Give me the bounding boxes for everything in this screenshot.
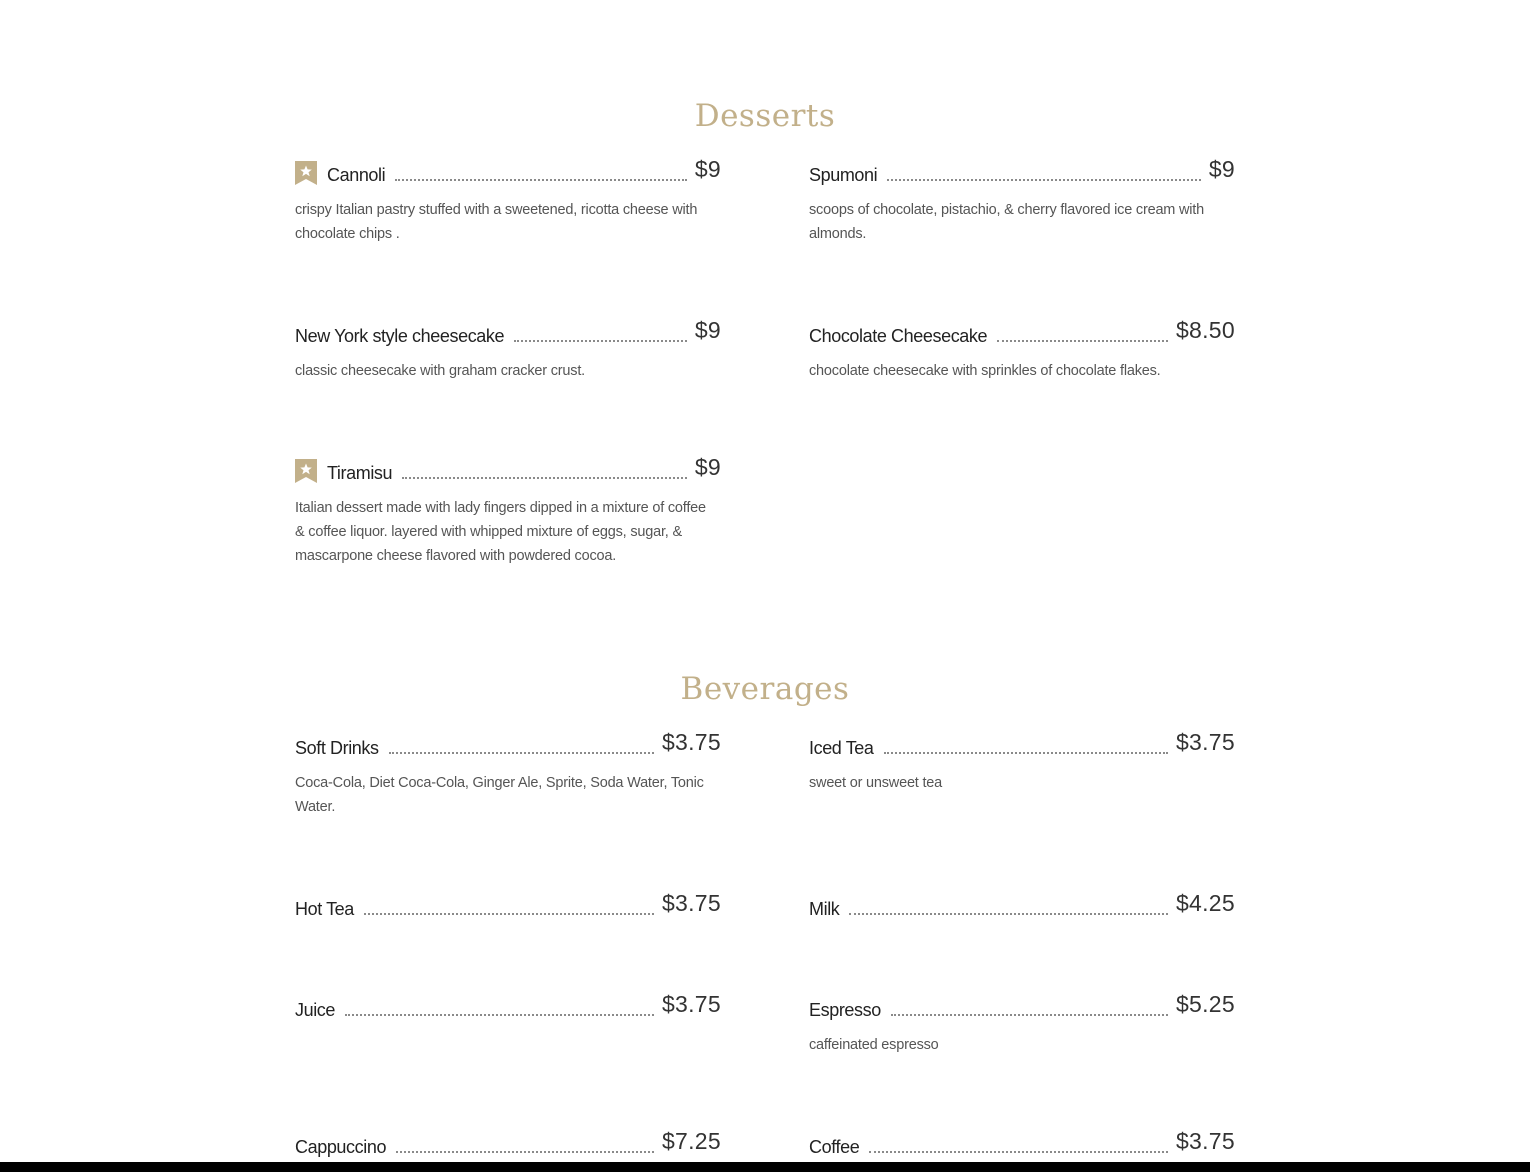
item-description: classic cheesecake with graham cracker crust. [295, 363, 585, 379]
item-price: $9 [694, 454, 721, 480]
beverages-title: Beverages [680, 671, 850, 707]
menu-item-new-york-cheesecake [295, 315, 721, 383]
item-name: New York style cheesecake [295, 326, 505, 346]
item-name: Chocolate Cheesecake [809, 326, 988, 346]
item-price: $3.75 [661, 729, 721, 755]
item-name: Hot Tea [295, 899, 354, 919]
dot-leader [884, 751, 1168, 754]
item-price: $3.75 [1175, 1128, 1235, 1154]
menu-item-cappuccino [295, 1126, 721, 1158]
item-name: Soft Drinks [295, 738, 379, 758]
item-description: chocolate cheesecake with sprinkles of chocolate flakes. [809, 363, 1161, 379]
dot-leader [395, 178, 687, 181]
item-description: caffeinated espresso [809, 1037, 939, 1053]
dot-leader [997, 339, 1168, 342]
item-price: $3.75 [661, 890, 721, 916]
item-name: Coffee [809, 1137, 860, 1157]
dot-leader [402, 476, 687, 479]
item-header [295, 154, 721, 186]
dot-leader [849, 912, 1168, 915]
item-price: $3.75 [1175, 729, 1235, 755]
desserts-title: Desserts [694, 98, 836, 134]
item-description: sweet or unsweet tea [809, 775, 943, 791]
item-name: Milk [809, 899, 840, 919]
dot-leader [345, 1013, 654, 1016]
dot-leader [887, 178, 1201, 181]
item-price: $5.25 [1175, 991, 1235, 1017]
item-name: Iced Tea [809, 738, 874, 758]
item-header [295, 888, 721, 920]
item-header [295, 1126, 721, 1158]
item-description: crispy Italian pastry stuffed with a sweetened, ricotta cheese with chocolate chips . [295, 202, 698, 242]
dot-leader [891, 1013, 1168, 1016]
menu-item-soft-drinks [295, 727, 721, 819]
dot-leader [364, 912, 654, 915]
menu-item-spumoni [809, 154, 1235, 246]
item-price: $8.50 [1175, 317, 1235, 343]
item-price: $3.75 [661, 991, 721, 1017]
item-header [809, 154, 1235, 186]
item-name: Juice [295, 1000, 336, 1020]
item-header [295, 989, 721, 1021]
item-header [809, 989, 1235, 1021]
item-header [295, 315, 721, 347]
bottom-edge-bar [0, 1162, 1530, 1172]
item-description: Coca-Cola, Diet Coca-Cola, Ginger Ale, Sprite, Soda Water, Tonic Water. [295, 775, 704, 815]
dot-leader [389, 751, 654, 754]
item-header [809, 315, 1235, 347]
menu-item-juice [295, 989, 721, 1021]
star-ribbon-icon [295, 161, 317, 185]
menu-item-tiramisu [295, 452, 721, 568]
item-name: Spumoni [809, 165, 878, 185]
item-name: Espresso [809, 1000, 881, 1020]
item-header [809, 1126, 1235, 1158]
dot-leader [396, 1150, 654, 1153]
menu-item-milk [809, 888, 1235, 920]
menu-item-hot-tea [295, 888, 721, 920]
item-header [809, 727, 1235, 759]
menu-item-espresso [809, 989, 1235, 1057]
star-ribbon-icon [295, 459, 317, 483]
item-description: Italian dessert made with lady fingers dipped in a mixture of coffee & coffee liquor. layered with whipped mixture of eggs, sugar, & mascarpone cheese flavored with powdered cocoa. [295, 500, 706, 564]
item-name: Tiramisu [327, 463, 393, 483]
item-name: Cannoli [327, 165, 386, 185]
item-header [809, 888, 1235, 920]
item-price: $7.25 [661, 1128, 721, 1154]
item-price: $9 [694, 156, 721, 182]
menu-item-coffee [809, 1126, 1235, 1158]
item-header [295, 452, 721, 484]
item-header [295, 727, 721, 759]
menu-item-cannoli [295, 154, 721, 246]
item-price: $9 [694, 317, 721, 343]
dot-leader [514, 339, 687, 342]
item-price: $9 [1208, 156, 1235, 182]
dot-leader [869, 1150, 1168, 1153]
item-description: scoops of chocolate, pistachio, & cherry flavored ice cream with almonds. [809, 202, 1204, 242]
menu-item-chocolate-cheesecake [809, 315, 1235, 383]
item-price: $4.25 [1175, 890, 1235, 916]
item-name: Cappuccino [295, 1137, 387, 1157]
menu-item-iced-tea [809, 727, 1235, 795]
